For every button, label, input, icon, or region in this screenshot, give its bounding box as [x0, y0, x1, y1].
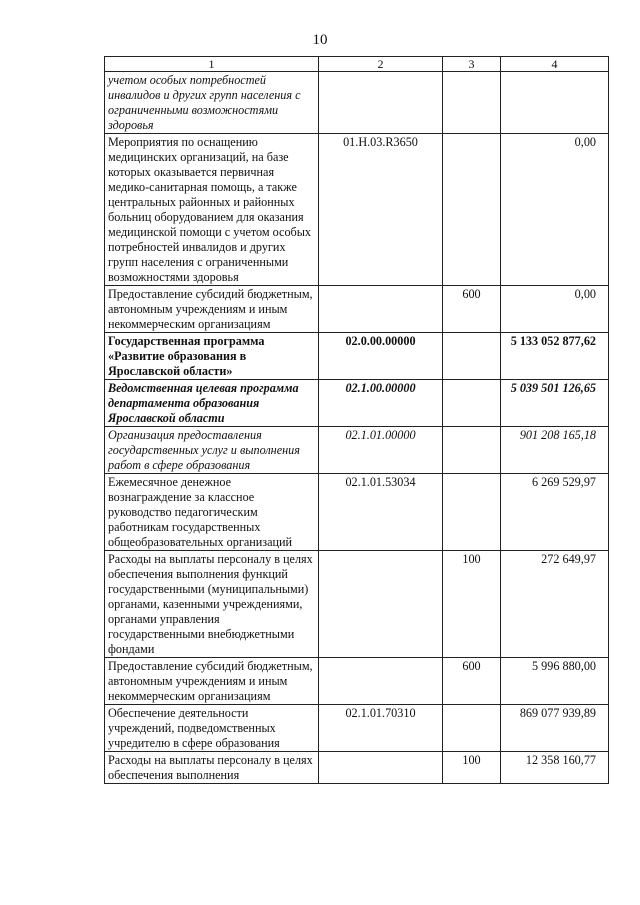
row-group-cell	[443, 134, 501, 286]
table-row	[105, 134, 609, 286]
column-header: 1	[105, 57, 319, 72]
row-group-cell: 100	[443, 752, 501, 784]
table-row	[105, 474, 609, 551]
table-row	[105, 286, 609, 333]
row-amount-cell: 272 649,97	[501, 551, 609, 658]
table-row	[105, 333, 609, 380]
row-group-cell	[443, 380, 501, 427]
row-code-cell: 02.1.01.00000	[319, 427, 443, 474]
row-name-cell: Обеспечение деятельности учреждений, подведомственных учредителю в сфере образования	[105, 705, 319, 752]
row-code-cell	[319, 658, 443, 705]
budget-table	[104, 56, 609, 784]
row-amount-cell: 5 996 880,00	[501, 658, 609, 705]
row-amount-cell: 6 269 529,97	[501, 474, 609, 551]
table-row	[105, 752, 609, 784]
table-row	[105, 551, 609, 658]
table-row	[105, 427, 609, 474]
row-group-cell	[443, 474, 501, 551]
row-code-cell: 02.1.01.53034	[319, 474, 443, 551]
row-group-cell: 100	[443, 551, 501, 658]
row-amount-cell: 0,00	[501, 286, 609, 333]
row-code-cell	[319, 72, 443, 134]
row-amount-cell	[501, 72, 609, 134]
table-body	[105, 72, 609, 784]
row-code-cell	[319, 286, 443, 333]
row-amount-cell: 0,00	[501, 134, 609, 286]
row-name-cell: Мероприятия по оснащению медицинских организаций, на базе которых оказывается первичная медико-санитарная помощь, а также центральных районных и районных больниц оборудованием для оказания медицинской помощи с учетом особых потребностей инвалидов и других групп населения с ограниченными возможностями здоровья	[105, 134, 319, 286]
table-row	[105, 658, 609, 705]
table-row	[105, 380, 609, 427]
row-amount-cell: 5 133 052 877,62	[501, 333, 609, 380]
row-group-cell	[443, 72, 501, 134]
row-code-cell	[319, 752, 443, 784]
row-amount-cell: 869 077 939,89	[501, 705, 609, 752]
row-amount-cell: 12 358 160,77	[501, 752, 609, 784]
row-name-cell: Предоставление субсидий бюджетным, автономным учреждениям и иным некоммерческим организациям	[105, 658, 319, 705]
row-group-cell	[443, 427, 501, 474]
row-name-cell: Ежемесячное денежное вознаграждение за классное руководство педагогическим работникам государственных общеобразовательных организаций	[105, 474, 319, 551]
column-header: 4	[501, 57, 609, 72]
table-row	[105, 705, 609, 752]
row-code-cell	[319, 551, 443, 658]
row-code-cell: 02.1.00.00000	[319, 380, 443, 427]
row-group-cell	[443, 705, 501, 752]
row-code-cell: 01.Н.03.R3650	[319, 134, 443, 286]
row-amount-cell: 901 208 165,18	[501, 427, 609, 474]
row-name-cell: Организация предоставления государственных услуг и выполнения работ в сфере образования	[105, 427, 319, 474]
column-header: 3	[443, 57, 501, 72]
row-name-cell: Расходы на выплаты персоналу в целях обеспечения выполнения функций государственными (муниципальными) органами, казенными учреждениями, органами управления государственными внебюджетными фондами	[105, 551, 319, 658]
row-name-cell: Предоставление субсидий бюджетным, автономным учреждениям и иным некоммерческим организациям	[105, 286, 319, 333]
row-amount-cell: 5 039 501 126,65	[501, 380, 609, 427]
table-header-row	[105, 57, 609, 72]
row-code-cell: 02.1.01.70310	[319, 705, 443, 752]
row-name-cell: Государственная программа «Развитие образования в Ярославской области»	[105, 333, 319, 380]
row-name-cell: учетом особых потребностей инвалидов и других групп населения с ограниченными возможностями здоровья	[105, 72, 319, 134]
row-group-cell: 600	[443, 286, 501, 333]
row-name-cell: Расходы на выплаты персоналу в целях обеспечения выполнения	[105, 752, 319, 784]
row-group-cell	[443, 333, 501, 380]
page-number: 10	[312, 32, 328, 48]
row-group-cell: 600	[443, 658, 501, 705]
row-code-cell: 02.0.00.00000	[319, 333, 443, 380]
row-name-cell: Ведомственная целевая программа департамента образования Ярославской области	[105, 380, 319, 427]
table-row	[105, 72, 609, 134]
column-header: 2	[319, 57, 443, 72]
